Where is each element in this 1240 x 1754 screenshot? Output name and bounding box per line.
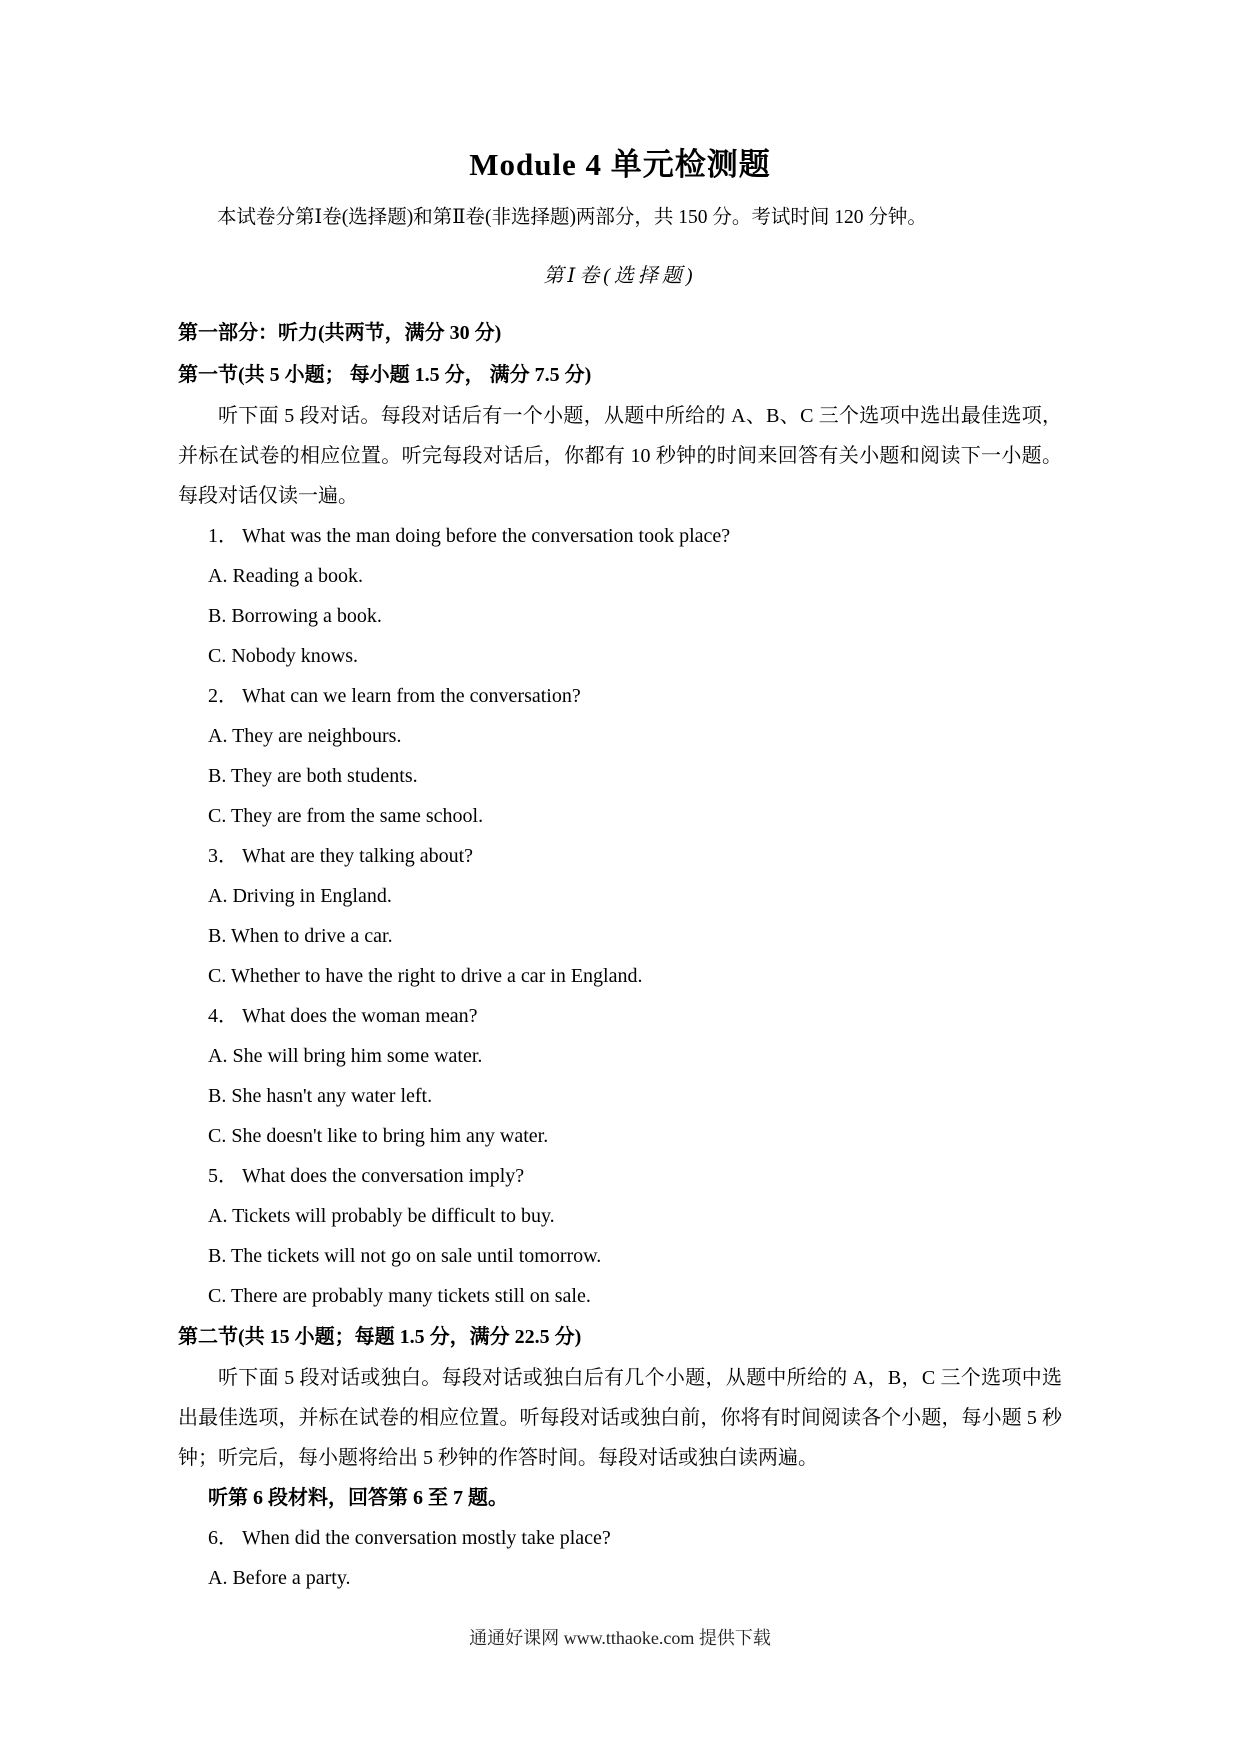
question-3 xyxy=(178,836,1062,876)
volume-heading: 第Ⅰ卷(选择题) xyxy=(543,265,697,287)
question-4-option-b: B. She hasn't any water left. xyxy=(208,1085,433,1107)
section2-instructions: 听下面 5 段对话或独白。每段对话或独白后有几个小题，从题中所给的 A，B，C 三个选项中选出最佳选项，并标在试卷的相应位置。听每段对话或独白前，你将有时间阅读各个小题，每小题 5 秒钟；听完后，每小题将给出 5 秒钟的作答时间。每段对话或独白读两遍。 xyxy=(178,1367,1062,1469)
question-2-text: What can we learn from the conversation? xyxy=(242,685,581,707)
part1-heading: 第一部分：听力(共两节，满分 30 分) xyxy=(178,322,502,344)
question-3-number: 3． xyxy=(208,845,238,867)
section2-heading: 第二节(共 15 小题；每题 1.5 分，满分 22.5 分) xyxy=(178,1326,582,1348)
page-title: Module 4 单元检测题 xyxy=(469,147,771,182)
question-4-option-c: C. She doesn't like to bring him any water. xyxy=(208,1125,549,1147)
question-1 xyxy=(178,516,1062,556)
question-4-text: What does the woman mean? xyxy=(242,1005,478,1027)
question-2 xyxy=(178,676,1062,716)
exam-intro: 本试卷分第Ⅰ卷(选择题)和第Ⅱ卷(非选择题)两部分，共 150 分。考试时间 120 分钟。 xyxy=(217,207,927,228)
section1-instructions: 听下面 5 段对话。每段对话后有一个小题，从题中所给的 A、B、C 三个选项中选出最佳选项，并标在试卷的相应位置。听完每段对话后，你都有 10 秒钟的时间来回答有关小题和阅读下一小题。每段对话仅读一遍。 xyxy=(178,405,1062,507)
question-3-option-b: B. When to drive a car. xyxy=(208,925,393,947)
question-3-option-a: A. Driving in England. xyxy=(208,885,392,907)
page-footer: 通通好课网 www.tthaoke.com 提供下载 xyxy=(469,1628,771,1648)
question-4 xyxy=(178,996,1062,1036)
question-5-number: 5． xyxy=(208,1165,238,1187)
question-4-number: 4． xyxy=(208,1005,238,1027)
question-5 xyxy=(178,1156,1062,1196)
question-2-option-a: A. They are neighbours. xyxy=(208,725,402,747)
question-1-number: 1． xyxy=(208,525,238,547)
question-1-option-b: B. Borrowing a book. xyxy=(208,605,382,627)
question-2-number: 2． xyxy=(208,685,238,707)
question-5-option-a: A. Tickets will probably be difficult to buy. xyxy=(208,1205,555,1227)
question-1-option-a: A. Reading a book. xyxy=(208,565,363,587)
question-1-option-c: C. Nobody knows. xyxy=(208,645,359,667)
question-1-text: What was the man doing before the conversation took place? xyxy=(242,525,731,547)
question-5-text: What does the conversation imply? xyxy=(242,1165,525,1187)
question-2-option-b: B. They are both students. xyxy=(208,765,418,787)
material6-heading: 听第 6 段材料，回答第 6 至 7 题。 xyxy=(208,1487,508,1509)
question-6-option-a: A. Before a party. xyxy=(208,1567,351,1589)
question-5-option-b: B. The tickets will not go on sale until tomorrow. xyxy=(208,1245,602,1267)
question-5-option-c: C. There are probably many tickets still on sale. xyxy=(208,1285,591,1307)
question-6-text: When did the conversation mostly take place? xyxy=(242,1527,611,1549)
question-3-option-c: C. Whether to have the right to drive a car in England. xyxy=(208,965,643,987)
section1-heading: 第一节(共 5 小题； 每小题 1.5 分， 满分 7.5 分) xyxy=(178,364,592,386)
question-3-text: What are they talking about? xyxy=(242,845,474,867)
question-6-number: 6． xyxy=(208,1527,238,1549)
question-2-option-c: C. They are from the same school. xyxy=(208,805,484,827)
question-4-option-a: A. She will bring him some water. xyxy=(208,1045,483,1067)
question-6 xyxy=(178,1518,1062,1558)
